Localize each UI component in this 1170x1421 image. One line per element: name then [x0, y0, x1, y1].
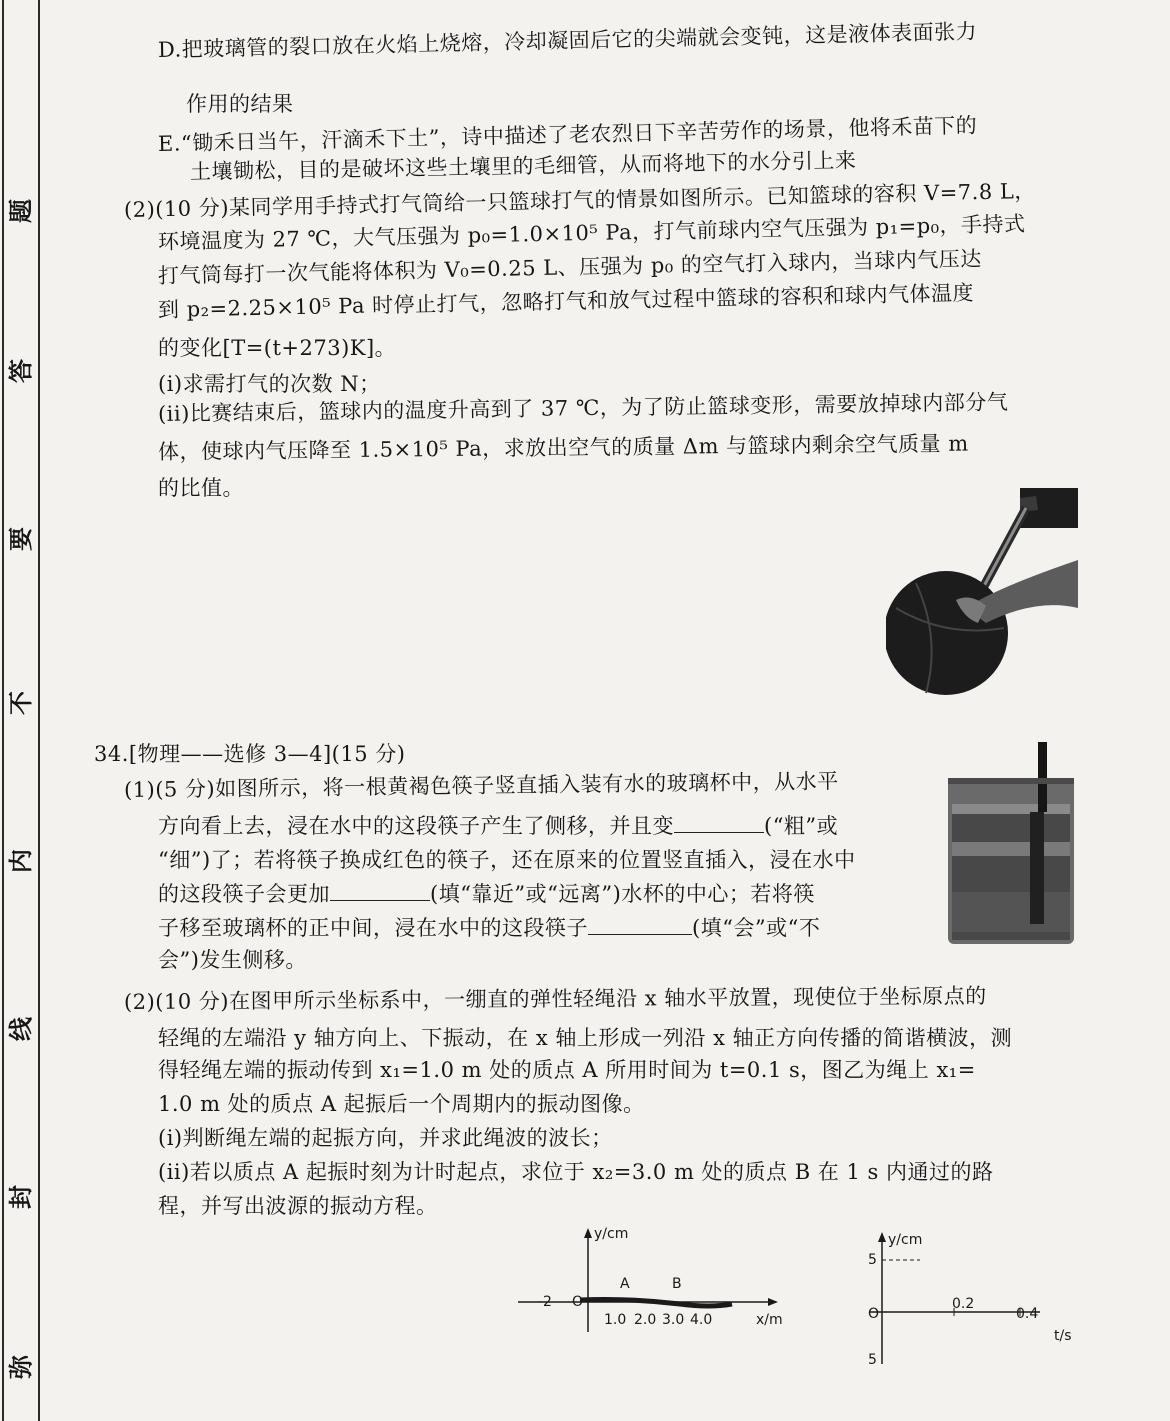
q34-1-line5-tail: (填“会”或“不 — [692, 916, 821, 940]
glass-chopstick-photo — [944, 742, 1078, 948]
jia-origin: O — [572, 1294, 584, 1310]
jia-y-arrow — [584, 1228, 592, 1238]
yi-origin: O — [868, 1306, 880, 1322]
figure-yi — [860, 1224, 1080, 1374]
basketball-pump-photo — [886, 488, 1078, 700]
basketball-pump-drawing — [886, 488, 1078, 700]
seal-char: 题 — [6, 196, 36, 226]
q34-1-line5 — [158, 914, 820, 942]
q34-1-line1: (1)(5 分)如图所示，将一根黄褐色筷子竖直插入装有水的玻璃杯中，从水平 — [123, 769, 839, 802]
q2-sub-ii-line2: 体，使球内气压降至 1.5×10⁵ Pa，求放出空气的质量 Δm 与篮球内剩余空气质量 m — [157, 431, 969, 464]
yi-ylabel: y/cm — [888, 1232, 923, 1248]
q2-text-line5: 的变化[T=(t+273)K]。 — [158, 336, 397, 360]
yi-y-bottom: 5 — [868, 1352, 877, 1368]
q2-text-line4: 到 p₂=2.25×10⁵ Pa 时停止打气，忽略打气和放气过程中篮球的容积和球内气体温度 — [157, 280, 975, 322]
q34-2-line3: 得轻绳左端的振动传到 x₁=1.0 m 处的质点 A 所用时间为 t=0.1 s，图乙为绳上 x₁= — [158, 1058, 976, 1082]
yi-tlabel: t/s — [1054, 1328, 1072, 1344]
q34-1-line4-text: 的这段筷子会更加 — [158, 882, 330, 906]
seal-char: 弥 — [6, 1352, 36, 1382]
q2-sub-ii-line3: 的比值。 — [158, 476, 244, 500]
q34-1-line3: “细”)了；若将筷子换成红色的筷子，还在原来的位置竖直插入，浸在水中 — [158, 848, 856, 872]
blank-1[interactable] — [674, 832, 764, 833]
seal-char: 不 — [6, 688, 36, 718]
yi-t-tick: 0.4 — [1016, 1306, 1039, 1322]
yi-y-arrow — [878, 1232, 886, 1242]
q34-title: 34.[物理——选修 3—4](15 分) — [94, 742, 406, 766]
jia-tick-label: 4.0 — [690, 1312, 713, 1328]
jia-xlabel: x/m — [756, 1312, 783, 1328]
q2-text-line2: 环境温度为 27 ℃，大气压强为 p₀=1.0×10⁵ Pa，打气前球内空气压强为 p₁=p₀，手持式 — [157, 211, 1026, 254]
q34-1-line2 — [158, 812, 838, 840]
margin-line-outer — [2, 0, 4, 1421]
q2-sub-ii-line1: (ii)比赛结束后，篮球内的温度升高到了 37 ℃，为了防止篮球变形，需要放掉球内部分气 — [157, 390, 1009, 426]
yi-t-tick: 0.2 — [952, 1296, 975, 1312]
q34-1-line5-text: 子移至玻璃杯的正中间，浸在水中的这段筷子 — [158, 916, 588, 940]
jia-point-b: B — [672, 1276, 682, 1292]
q34-2-sub-ii-line1: (ii)若以质点 A 起振时刻为计时起点，求位于 x₂=3.0 m 处的质点 B 在 1 s 内通过的路 — [158, 1160, 994, 1184]
seal-char: 要 — [6, 524, 36, 554]
jia-tick-label: 2.0 — [634, 1312, 657, 1328]
jia-point-a: A — [620, 1276, 630, 1292]
glass-chopstick-drawing — [944, 742, 1078, 948]
seal-char: 内 — [6, 846, 36, 876]
seal-char: 线 — [6, 1014, 36, 1044]
q2-text-line3: 打气筒每打一次气能将体积为 V₀=0.25 L、压强为 p₀ 的空气打入球内，当球内气压达 — [157, 246, 983, 288]
q34-1-line2-text: 方向看上去，浸在水中的这段筷子产生了侧移，并且变 — [158, 814, 674, 838]
q34-1-line4-tail: (填“靠近”或“远离”)水杯的中心；若将筷 — [430, 882, 815, 906]
q34-2-line2: 轻绳的左端沿 y 轴方向上、下振动，在 x 轴上形成一列沿 x 轴正方向传播的简谐横波，测 — [158, 1026, 1013, 1050]
jia-tick-label: 3.0 — [662, 1312, 685, 1328]
yi-y-top: 5 — [868, 1252, 877, 1268]
q34-2-line4: 1.0 m 处的质点 A 起振后一个周期内的振动图像。 — [158, 1092, 645, 1116]
figure-jia — [510, 1220, 810, 1340]
blank-3[interactable] — [588, 934, 692, 935]
jia-x-arrow — [768, 1298, 778, 1306]
q34-1-line2-tail: (“粗”或 — [764, 814, 839, 838]
blank-2[interactable] — [330, 900, 430, 901]
q34-2-sub-i: (i)判断绳左端的起振方向，并求此绳波的波长； — [158, 1126, 613, 1150]
option-e-line1: E.“锄禾日当午，汗滴禾下土”，诗中描述了老农烈日下辛苦劳作的场景，他将禾苗下的 — [157, 113, 978, 156]
q34-2-sub-ii-line2: 程，并写出波源的振动方程。 — [158, 1194, 438, 1218]
q34-2-line1: (2)(10 分)在图甲所示坐标系中，一绷直的弹性轻绳沿 x 轴水平放置，现使位于坐标原点的 — [123, 983, 987, 1014]
option-d-line2: 作用的结果 — [186, 92, 294, 116]
jia-tick-label: 1.0 — [604, 1312, 627, 1328]
q2-sub-i: (i)求需打气的次数 N； — [158, 372, 381, 396]
seal-char: 答 — [6, 356, 36, 386]
seal-char: 封 — [6, 1182, 36, 1212]
jia-neg-mark: -2 — [538, 1294, 552, 1310]
q34-1-line6: 会”)发生侧移。 — [158, 948, 307, 972]
q2-text-line1: (2)(10 分)某同学用手持式打气筒给一只篮球打气的情景如图所示。已知篮球的容积 V=7.8 L， — [123, 178, 1037, 222]
option-e-line2: 土壤锄松，目的是破坏这些土壤里的毛细管，从而将地下的水分引上来 — [189, 148, 857, 184]
margin-line-inner — [38, 0, 40, 1421]
option-d-line1: D.把玻璃管的裂口放在火焰上烧熔，冷却凝固后它的尖端就会变钝，这是液体表面张力 — [157, 19, 978, 62]
q34-1-line4 — [158, 880, 815, 908]
jia-ylabel: y/cm — [594, 1226, 629, 1242]
